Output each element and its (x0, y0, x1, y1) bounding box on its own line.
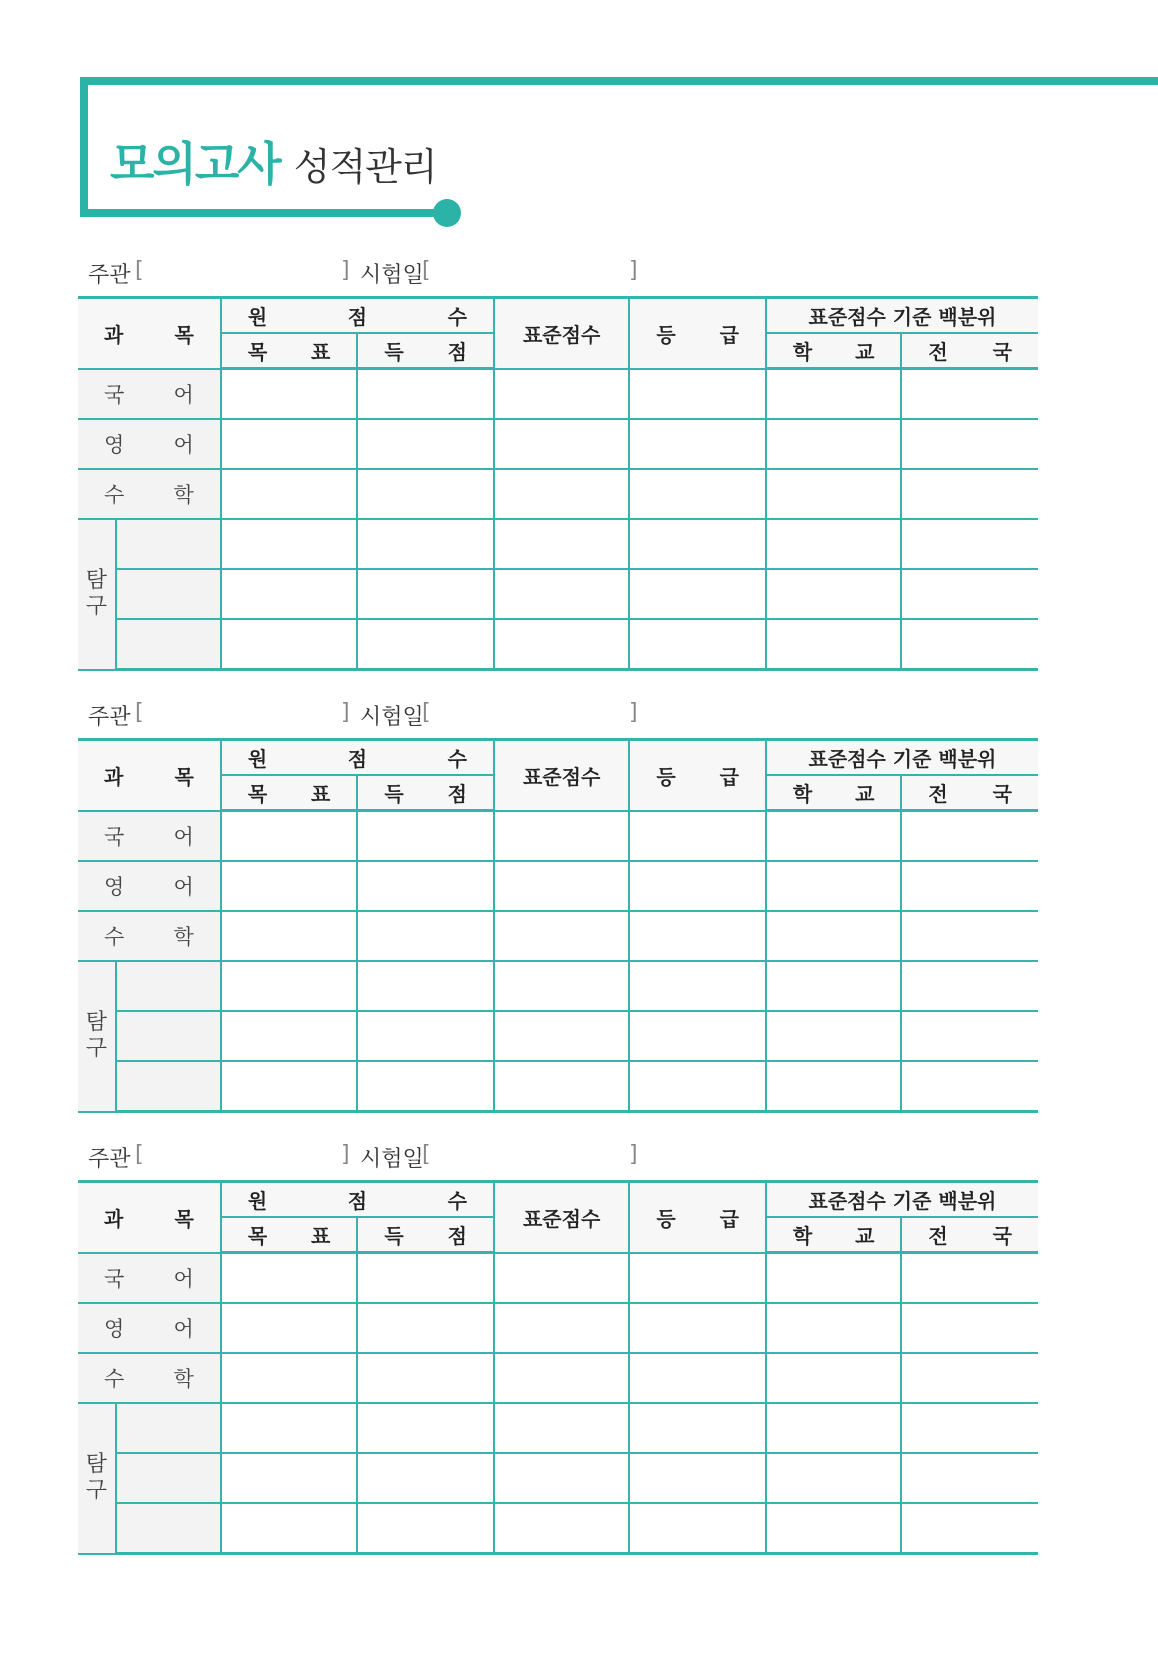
score-cell[interactable] (901, 1503, 1038, 1554)
score-cell[interactable] (629, 1011, 766, 1061)
score-cell[interactable] (221, 1453, 358, 1503)
table-row (78, 469, 1038, 519)
table-row (78, 519, 1038, 569)
organizer-close-bracket: ] (341, 1142, 350, 1167)
score-cell[interactable] (766, 369, 901, 420)
organizer-label: 주관 (88, 705, 131, 730)
exam-date-close-bracket: ] (629, 258, 638, 283)
score-cell[interactable] (766, 469, 901, 519)
score-table (78, 1180, 1038, 1555)
score-cell[interactable] (766, 1403, 901, 1453)
percentile-header: 표준점수 기준 백분위 (766, 1182, 1038, 1218)
exam-date-close-bracket: ] (629, 1142, 638, 1167)
score-cell[interactable] (629, 1453, 766, 1503)
score-cell[interactable] (357, 1503, 494, 1554)
score-cell[interactable] (901, 1061, 1038, 1112)
score-cell[interactable] (494, 569, 629, 619)
score-cell[interactable] (901, 961, 1038, 1011)
score-cell[interactable] (766, 1011, 901, 1061)
national-header: 전 국 (901, 775, 1038, 811)
page-title (110, 128, 437, 194)
score-cell[interactable] (357, 1011, 494, 1061)
table-row (78, 961, 1038, 1011)
score-cell[interactable] (766, 811, 901, 862)
score-cell[interactable] (766, 619, 901, 670)
score-cell[interactable] (629, 419, 766, 469)
score-cell[interactable] (629, 911, 766, 961)
score-cell[interactable] (494, 469, 629, 519)
score-cell[interactable] (629, 811, 766, 862)
score-cell[interactable] (357, 1253, 494, 1304)
score-cell[interactable] (629, 569, 766, 619)
score-cell[interactable] (901, 1303, 1038, 1353)
standard-score-header: 표준점수 (494, 1182, 629, 1253)
score-cell[interactable] (629, 1303, 766, 1353)
table-row (78, 419, 1038, 469)
score-table (78, 738, 1038, 1113)
score-cell[interactable] (901, 419, 1038, 469)
score-cell[interactable] (494, 911, 629, 961)
score-cell[interactable] (221, 569, 358, 619)
raw-score-header: 원 점 수 (221, 740, 494, 776)
score-cell[interactable] (766, 419, 901, 469)
subject-label: 수 학 (78, 911, 221, 961)
score-cell[interactable] (221, 369, 358, 420)
score-cell[interactable] (901, 1403, 1038, 1453)
subject-label: 영 어 (78, 1303, 221, 1353)
score-cell[interactable] (221, 419, 358, 469)
score-cell[interactable] (221, 1353, 358, 1403)
organizer-open-bracket: [ (135, 1142, 144, 1167)
title-frame-bottom (80, 209, 440, 217)
school-header: 학 교 (766, 775, 901, 811)
percentile-header: 표준점수 기준 백분위 (766, 740, 1038, 776)
score-cell[interactable] (494, 811, 629, 862)
score-cell[interactable] (901, 519, 1038, 569)
score-cell[interactable] (221, 1403, 358, 1453)
inquiry-label: 탐구 (78, 961, 116, 1112)
score-cell[interactable] (357, 1403, 494, 1453)
score-cell[interactable] (629, 961, 766, 1011)
exam-date-label: 시험일 (360, 1147, 424, 1172)
subject-header: 과 목 (78, 298, 221, 369)
table-row (78, 1011, 1038, 1061)
score-cell[interactable] (221, 519, 358, 569)
table-row (78, 569, 1038, 619)
score-cell[interactable] (221, 1303, 358, 1353)
score-cell[interactable] (221, 1061, 358, 1112)
target-header: 목 표 (221, 1217, 358, 1253)
school-header: 학 교 (766, 333, 901, 369)
grade-header: 등 급 (629, 298, 766, 369)
score-cell[interactable] (494, 1403, 629, 1453)
score-cell[interactable] (629, 1061, 766, 1112)
score-cell[interactable] (221, 911, 358, 961)
score-cell[interactable] (221, 861, 358, 911)
school-header: 학 교 (766, 1217, 901, 1253)
score-cell[interactable] (901, 569, 1038, 619)
score-cell[interactable] (221, 1011, 358, 1061)
score-cell[interactable] (494, 1011, 629, 1061)
score-cell[interactable] (221, 1503, 358, 1554)
score-cell[interactable] (357, 1353, 494, 1403)
score-cell[interactable] (221, 811, 358, 862)
inquiry-subject-cell[interactable] (116, 961, 221, 1011)
score-cell[interactable] (357, 811, 494, 862)
obtained-header: 득 점 (357, 1217, 494, 1253)
table-row (78, 861, 1038, 911)
score-cell[interactable] (766, 1253, 901, 1304)
table-row (78, 1303, 1038, 1353)
subject-label: 국 어 (78, 369, 221, 420)
score-cell[interactable] (357, 1303, 494, 1353)
inquiry-label: 탐구 (78, 519, 116, 670)
score-cell[interactable] (629, 1253, 766, 1304)
inquiry-subject-cell[interactable] (116, 1061, 221, 1112)
score-cell[interactable] (221, 1253, 358, 1304)
score-cell[interactable] (901, 369, 1038, 420)
table-row (78, 369, 1038, 420)
score-cell[interactable] (901, 911, 1038, 961)
score-cell[interactable] (494, 961, 629, 1011)
target-header: 목 표 (221, 333, 358, 369)
grade-header: 등 급 (629, 1182, 766, 1253)
subject-header: 과 목 (78, 740, 221, 811)
score-cell[interactable] (901, 1253, 1038, 1304)
inquiry-subject-cell[interactable] (116, 1453, 221, 1503)
score-cell[interactable] (494, 1061, 629, 1112)
score-cell[interactable] (221, 469, 358, 519)
score-cell[interactable] (221, 961, 358, 1011)
standard-score-header: 표준점수 (494, 298, 629, 369)
inquiry-label: 탐구 (78, 1403, 116, 1554)
raw-score-header: 원 점 수 (221, 298, 494, 334)
subject-label: 국 어 (78, 1253, 221, 1304)
inquiry-subject-cell[interactable] (116, 569, 221, 619)
score-cell[interactable] (766, 1453, 901, 1503)
subject-label: 수 학 (78, 469, 221, 519)
score-cell[interactable] (357, 369, 494, 420)
score-cell[interactable] (357, 1061, 494, 1112)
inquiry-subject-cell[interactable] (116, 1503, 221, 1554)
score-cell[interactable] (766, 961, 901, 1011)
score-cell[interactable] (901, 861, 1038, 911)
title-main: 모의고사 (110, 137, 280, 191)
raw-score-header: 원 점 수 (221, 1182, 494, 1218)
score-cell[interactable] (494, 1303, 629, 1353)
score-cell[interactable] (357, 569, 494, 619)
score-cell[interactable] (494, 1453, 629, 1503)
score-cell[interactable] (629, 369, 766, 420)
table-row (78, 619, 1038, 670)
score-cell[interactable] (766, 569, 901, 619)
score-cell[interactable] (766, 1353, 901, 1403)
subject-label: 수 학 (78, 1353, 221, 1403)
organizer-open-bracket: [ (135, 700, 144, 725)
organizer-label: 주관 (88, 263, 131, 288)
title-sub: 성적관리 (293, 145, 437, 189)
subject-label: 영 어 (78, 861, 221, 911)
score-cell[interactable] (766, 1303, 901, 1353)
table-row (78, 1353, 1038, 1403)
score-cell[interactable] (629, 469, 766, 519)
score-cell[interactable] (629, 861, 766, 911)
target-header: 목 표 (221, 775, 358, 811)
score-cell[interactable] (357, 1453, 494, 1503)
score-cell[interactable] (221, 619, 358, 670)
title-frame-left (80, 77, 88, 217)
table-row (78, 1403, 1038, 1453)
score-cell[interactable] (357, 519, 494, 569)
table-row (78, 1503, 1038, 1554)
score-cell[interactable] (494, 1353, 629, 1403)
score-cell[interactable] (629, 1503, 766, 1554)
exam-date-close-bracket: ] (629, 700, 638, 725)
exam-date-open-bracket: [ (422, 700, 431, 725)
table-row (78, 911, 1038, 961)
subject-label: 영 어 (78, 419, 221, 469)
exam-info (88, 1142, 788, 1172)
inquiry-subject-cell[interactable] (116, 519, 221, 569)
table-row (78, 811, 1038, 862)
title-frame-top (80, 77, 1158, 85)
score-cell[interactable] (357, 619, 494, 670)
exam-date-label: 시험일 (360, 263, 424, 288)
score-cell[interactable] (494, 619, 629, 670)
organizer-close-bracket: ] (341, 258, 350, 283)
score-table (78, 296, 1038, 671)
score-cell[interactable] (901, 1011, 1038, 1061)
score-cell[interactable] (357, 961, 494, 1011)
score-cell[interactable] (357, 861, 494, 911)
score-cell[interactable] (494, 519, 629, 569)
standard-score-header: 표준점수 (494, 740, 629, 811)
score-cell[interactable] (901, 469, 1038, 519)
score-cell[interactable] (629, 619, 766, 670)
subject-header: 과 목 (78, 1182, 221, 1253)
score-cell[interactable] (901, 1353, 1038, 1403)
score-cell[interactable] (357, 419, 494, 469)
score-cell[interactable] (357, 911, 494, 961)
score-cell[interactable] (901, 619, 1038, 670)
organizer-close-bracket: ] (341, 700, 350, 725)
score-cell[interactable] (494, 1253, 629, 1304)
national-header: 전 국 (901, 333, 1038, 369)
table-row (78, 1453, 1038, 1503)
grade-header: 등 급 (629, 740, 766, 811)
score-cell[interactable] (629, 519, 766, 569)
exam-info (88, 258, 788, 288)
inquiry-subject-cell[interactable] (116, 1403, 221, 1453)
score-cell[interactable] (901, 811, 1038, 862)
percentile-header: 표준점수 기준 백분위 (766, 298, 1038, 334)
score-cell[interactable] (494, 419, 629, 469)
obtained-header: 득 점 (357, 333, 494, 369)
organizer-label: 주관 (88, 1147, 131, 1172)
title-frame-dot (433, 199, 461, 227)
score-cell[interactable] (494, 369, 629, 420)
score-cell[interactable] (766, 911, 901, 961)
score-cell[interactable] (629, 1353, 766, 1403)
national-header: 전 국 (901, 1217, 1038, 1253)
score-cell[interactable] (629, 1403, 766, 1453)
score-cell[interactable] (766, 861, 901, 911)
inquiry-subject-cell[interactable] (116, 1011, 221, 1061)
exam-date-open-bracket: [ (422, 258, 431, 283)
exam-date-open-bracket: [ (422, 1142, 431, 1167)
score-cell[interactable] (766, 1503, 901, 1554)
table-row (78, 1253, 1038, 1304)
organizer-open-bracket: [ (135, 258, 144, 283)
score-cell[interactable] (901, 1453, 1038, 1503)
subject-label: 국 어 (78, 811, 221, 862)
exam-date-label: 시험일 (360, 705, 424, 730)
score-cell[interactable] (494, 861, 629, 911)
score-cell[interactable] (494, 1503, 629, 1554)
score-cell[interactable] (766, 519, 901, 569)
obtained-header: 득 점 (357, 775, 494, 811)
table-row (78, 1061, 1038, 1112)
inquiry-subject-cell[interactable] (116, 619, 221, 670)
score-cell[interactable] (766, 1061, 901, 1112)
score-cell[interactable] (357, 469, 494, 519)
exam-info (88, 700, 788, 730)
